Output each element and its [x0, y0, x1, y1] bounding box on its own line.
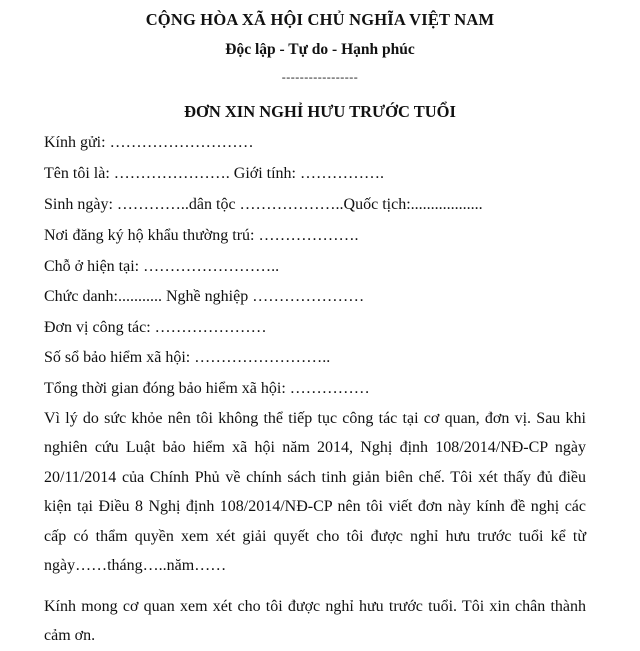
field-position-occupation: Chức danh:........... Nghề nghiệp …………………: [44, 288, 365, 305]
field-birth-ethnicity-nationality: Sinh ngày: …………..dân tộc ………………..Quốc tịch:..................: [44, 196, 483, 213]
field-work-unit: Đơn vị công tác: …………………: [44, 319, 267, 336]
field-name-gender: Tên tôi là: …………………. Giới tính: …………….: [44, 165, 384, 182]
closing-paragraph: Kính mong cơ quan xem xét cho tôi được nghỉ hưu trước tuổi. Tôi xin chân thành cảm ơn.: [44, 598, 586, 645]
field-insurance-duration: Tổng thời gian đóng bảo hiểm xã hội: ……………: [44, 380, 370, 397]
field-recipient: Kính gửi: ………………………: [44, 134, 254, 151]
document-title: ĐƠN XIN NGHỈ HƯU TRƯỚC TUỔI: [184, 102, 456, 121]
reason-paragraph: Vì lý do sức khỏe nên tôi không thể tiếp tục công tác tại cơ quan, đơn vị. Sau khi nghiên cứu Luật bảo hiểm xã hội năm 2014, Nghị định 108/2014/NĐ-CP ngày 20/11/2014 của Chính Phủ về chính sách tinh giản biên chế. Tôi xét thấy đủ điều kiện tại Điều 8 Nghị định 108/2014/NĐ-CP nên tôi viết đơn này kính đề nghị các cấp có thẩm quyền xem xét giải quyết cho tôi được nghỉ hưu trước tuổi kể từ ngày……tháng…..năm……: [44, 410, 586, 575]
field-registered-residence: Nơi đăng ký hộ khẩu thường trú: ……………….: [44, 227, 359, 244]
field-social-insurance-number: Số sổ bảo hiểm xã hội: ……………………..: [44, 349, 331, 366]
motto: Độc lập - Tự do - Hạnh phúc: [225, 41, 415, 58]
nation-heading: CỘNG HÒA XÃ HỘI CHỦ NGHĨA VIỆT NAM: [145, 10, 495, 29]
field-current-address: Chỗ ở hiện tại: ……………………..: [44, 258, 280, 275]
separator: -----------------: [281, 70, 359, 84]
